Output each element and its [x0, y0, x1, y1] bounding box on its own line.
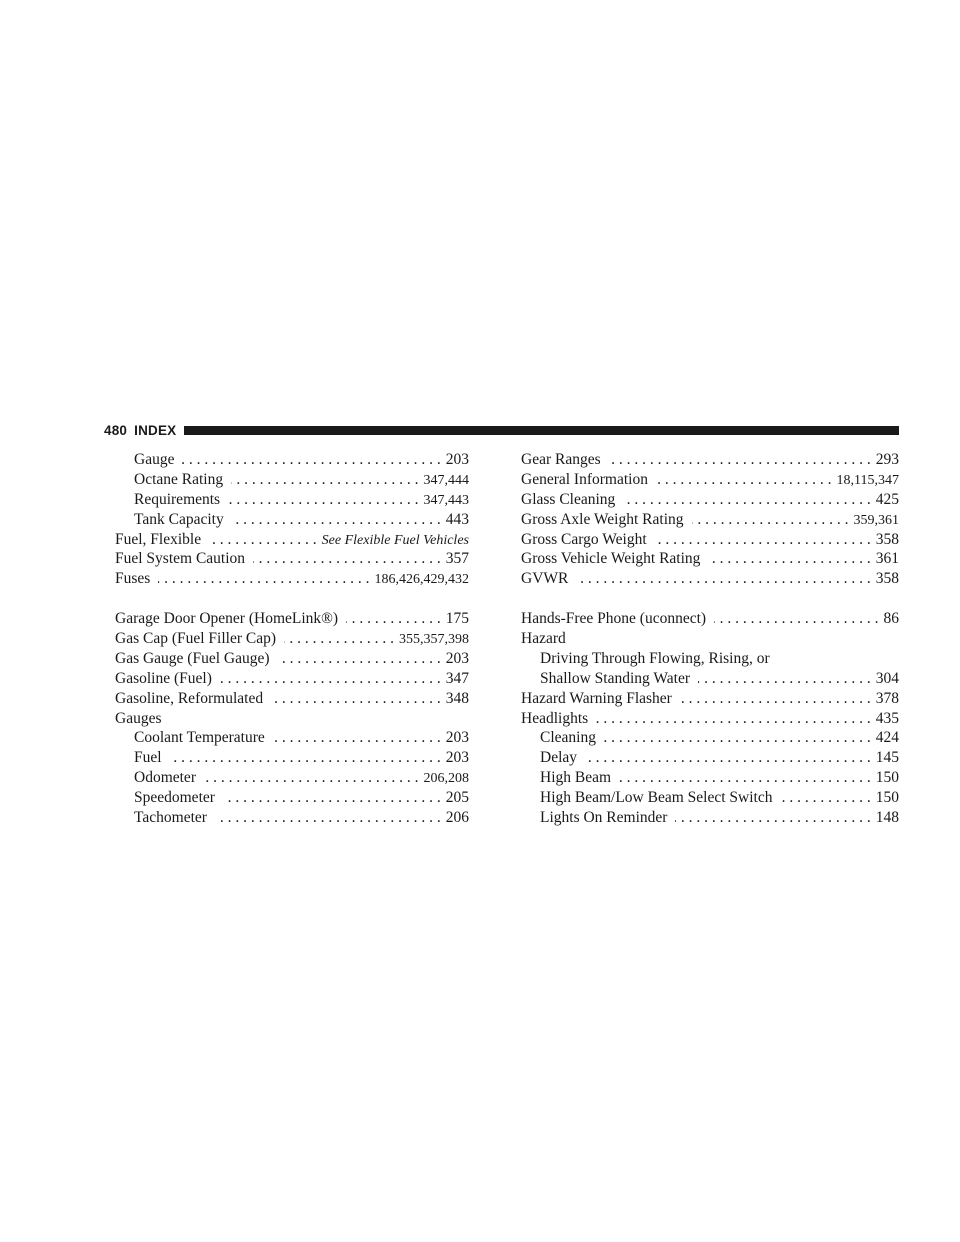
- index-entry: [115, 511, 469, 531]
- entry-label: Fuel System Caution: [115, 550, 246, 568]
- entry-label: Driving Through Flowing, Rising, or: [540, 649, 770, 667]
- index-entry: [521, 749, 899, 769]
- dot-leader: [158, 570, 369, 588]
- entry-label: Tank Capacity: [134, 510, 224, 528]
- dot-leader: [623, 491, 870, 509]
- entry-label: Requirements: [134, 490, 221, 508]
- entry-page-reference: 348: [445, 689, 469, 707]
- entry-page-reference: 186,426,429,432: [374, 572, 469, 588]
- entry-label: Tachometer: [134, 809, 207, 827]
- page-header: [104, 423, 899, 437]
- entry-label: Headlights: [521, 709, 589, 727]
- index-entry: [115, 809, 469, 829]
- entry-page-reference: 293: [875, 451, 899, 468]
- entry-label: Gasoline (Fuel): [115, 669, 212, 687]
- entry-page-reference: 203: [445, 729, 469, 747]
- index-entry: [115, 471, 469, 491]
- dot-leader: [273, 729, 441, 747]
- entry-page-reference: 357: [445, 550, 469, 568]
- dot-leader: [675, 809, 870, 827]
- entry-page-reference: 203: [445, 749, 469, 767]
- entry-page-reference: 358: [875, 530, 899, 548]
- dot-leader: [253, 550, 441, 568]
- entry-label: Hazard: [521, 630, 566, 648]
- index-entry: [521, 570, 899, 590]
- dot-leader: [228, 491, 418, 509]
- entry-page-reference: 206,208: [423, 771, 469, 787]
- dot-leader: [223, 789, 441, 807]
- index-entry: [115, 570, 469, 590]
- entry-label: Gauge: [134, 451, 175, 468]
- index-entry: [521, 491, 899, 511]
- index-entry: [521, 710, 899, 730]
- entry-label: Odometer: [134, 769, 196, 787]
- entry-label: Garage Door Opener (HomeLink®): [115, 610, 339, 628]
- index-entry: [521, 511, 899, 531]
- entry-label: Glass Cleaning: [521, 490, 616, 508]
- entry-page-reference: 150: [875, 769, 899, 787]
- entry-label: Gas Cap (Fuel Filler Cap): [115, 630, 277, 648]
- entry-page-reference: 425: [875, 490, 899, 508]
- entry-label: Cleaning: [540, 729, 596, 747]
- section-title: INDEX: [134, 422, 177, 438]
- dot-leader: [220, 670, 441, 688]
- entry-label: Gross Cargo Weight: [521, 530, 647, 548]
- dot-leader: [170, 749, 441, 767]
- index-entry: [115, 451, 469, 471]
- dot-leader: [680, 690, 871, 708]
- entry-page-reference: 355,357,398: [399, 632, 469, 648]
- entry-page-reference: 424: [875, 729, 899, 747]
- page-number: 480: [104, 422, 128, 438]
- dot-leader: [209, 531, 317, 549]
- dot-leader: [278, 650, 441, 668]
- dot-leader: [215, 809, 441, 827]
- entry-label: Gas Gauge (Fuel Gauge): [115, 649, 270, 667]
- entry-page-reference: 347,444: [423, 472, 469, 488]
- entry-spacer: [115, 590, 469, 610]
- dot-leader: [596, 710, 871, 728]
- index-entry: [115, 789, 469, 809]
- index-entry: [115, 749, 469, 769]
- entry-label: Gasoline, Reformulated: [115, 689, 264, 707]
- entry-label: Hands-Free Phone (uconnect): [521, 610, 707, 628]
- entry-page-reference: 206: [445, 809, 469, 827]
- index-entry: [521, 670, 899, 690]
- entry-label: General Information: [521, 470, 648, 488]
- dot-leader: [780, 789, 870, 807]
- dot-leader: [182, 451, 440, 469]
- entry-page-reference: 203: [445, 649, 469, 667]
- entry-label: High Beam/Low Beam Select Switch: [540, 789, 773, 807]
- entry-label: Speedometer: [134, 789, 215, 807]
- entry-page-reference: 203: [445, 451, 469, 468]
- dot-leader: [271, 690, 441, 708]
- entry-page-reference: 358: [875, 570, 899, 588]
- index-entry: [115, 729, 469, 749]
- index-entry: [521, 471, 899, 491]
- dot-leader: [204, 769, 419, 787]
- index-entry: [521, 550, 899, 570]
- index-entry: [521, 789, 899, 809]
- entry-page-reference: 359,361: [853, 512, 899, 528]
- entry-label: Coolant Temperature: [134, 729, 265, 747]
- entry-page-reference: 304: [875, 669, 899, 687]
- entry-page-reference: 145: [875, 749, 899, 767]
- index-entry: [521, 769, 899, 789]
- dot-leader: [714, 610, 878, 628]
- entry-page-reference: 378: [875, 689, 899, 707]
- header-rule: [184, 426, 899, 435]
- entry-label: Shallow Standing Water: [540, 669, 691, 687]
- index-entry: [521, 809, 899, 829]
- index-column-right: [521, 451, 899, 829]
- entry-page-reference: 86: [883, 610, 899, 628]
- index-entry: [115, 610, 469, 630]
- index-entry: [115, 531, 469, 551]
- dot-leader: [692, 511, 849, 529]
- dot-leader: [656, 471, 832, 489]
- entry-label: High Beam: [540, 769, 612, 787]
- index-entry: [115, 670, 469, 690]
- dot-leader: [604, 729, 871, 747]
- index-entry: [521, 531, 899, 551]
- dot-leader: [346, 610, 441, 628]
- entry-page-reference: 205: [445, 789, 469, 807]
- index-entry: [115, 491, 469, 511]
- dot-leader: [698, 670, 871, 688]
- dot-leader: [231, 471, 418, 489]
- index-entry: [115, 630, 469, 650]
- entry-page-reference: 175: [445, 610, 469, 628]
- dot-leader: [708, 550, 870, 568]
- index-entry: [115, 769, 469, 789]
- entry-page-reference: 18,115,347: [836, 472, 899, 488]
- index-entry: [521, 451, 899, 471]
- index-entry: [521, 690, 899, 710]
- entry-page-reference: 150: [875, 789, 899, 807]
- dot-leader: [585, 749, 871, 767]
- entry-label: Gauges: [115, 709, 162, 727]
- index-heading: [521, 650, 899, 670]
- entry-label: Lights On Reminder: [540, 809, 668, 827]
- entry-page-reference: 347: [445, 669, 469, 687]
- entry-label: GVWR: [521, 570, 569, 588]
- entry-label: Delay: [540, 749, 578, 767]
- index-heading: [115, 710, 469, 730]
- index-entry: [115, 550, 469, 570]
- entry-label: Gear Ranges: [521, 451, 601, 468]
- dot-leader: [619, 769, 871, 787]
- dot-leader: [576, 570, 870, 588]
- entry-page-reference: 148: [875, 809, 899, 827]
- index-entry: [115, 690, 469, 710]
- dot-leader: [655, 531, 871, 549]
- entry-spacer: [521, 590, 899, 610]
- index-entry: [521, 610, 899, 630]
- entry-page-reference: 435: [875, 709, 899, 727]
- index-heading: [521, 630, 899, 650]
- entry-label: Hazard Warning Flasher: [521, 689, 672, 707]
- entry-label: Octane Rating: [134, 470, 224, 488]
- entry-label: Fuel, Flexible: [115, 530, 202, 548]
- entry-label: Fuses: [115, 570, 151, 588]
- entry-page-reference: 361: [875, 550, 899, 568]
- entry-page-reference: See Flexible Fuel Vehicles: [321, 532, 469, 548]
- dot-leader: [232, 511, 441, 529]
- index-entry: [521, 729, 899, 749]
- dot-leader: [609, 451, 871, 469]
- index-column-left: [115, 451, 469, 829]
- entry-page-reference: 347,443: [423, 492, 469, 508]
- dot-leader: [284, 630, 394, 648]
- index-entry: [115, 650, 469, 670]
- entry-label: Gross Vehicle Weight Rating: [521, 550, 701, 568]
- entry-page-reference: 443: [445, 510, 469, 528]
- entry-label: Fuel: [134, 749, 162, 767]
- entry-label: Gross Axle Weight Rating: [521, 510, 684, 528]
